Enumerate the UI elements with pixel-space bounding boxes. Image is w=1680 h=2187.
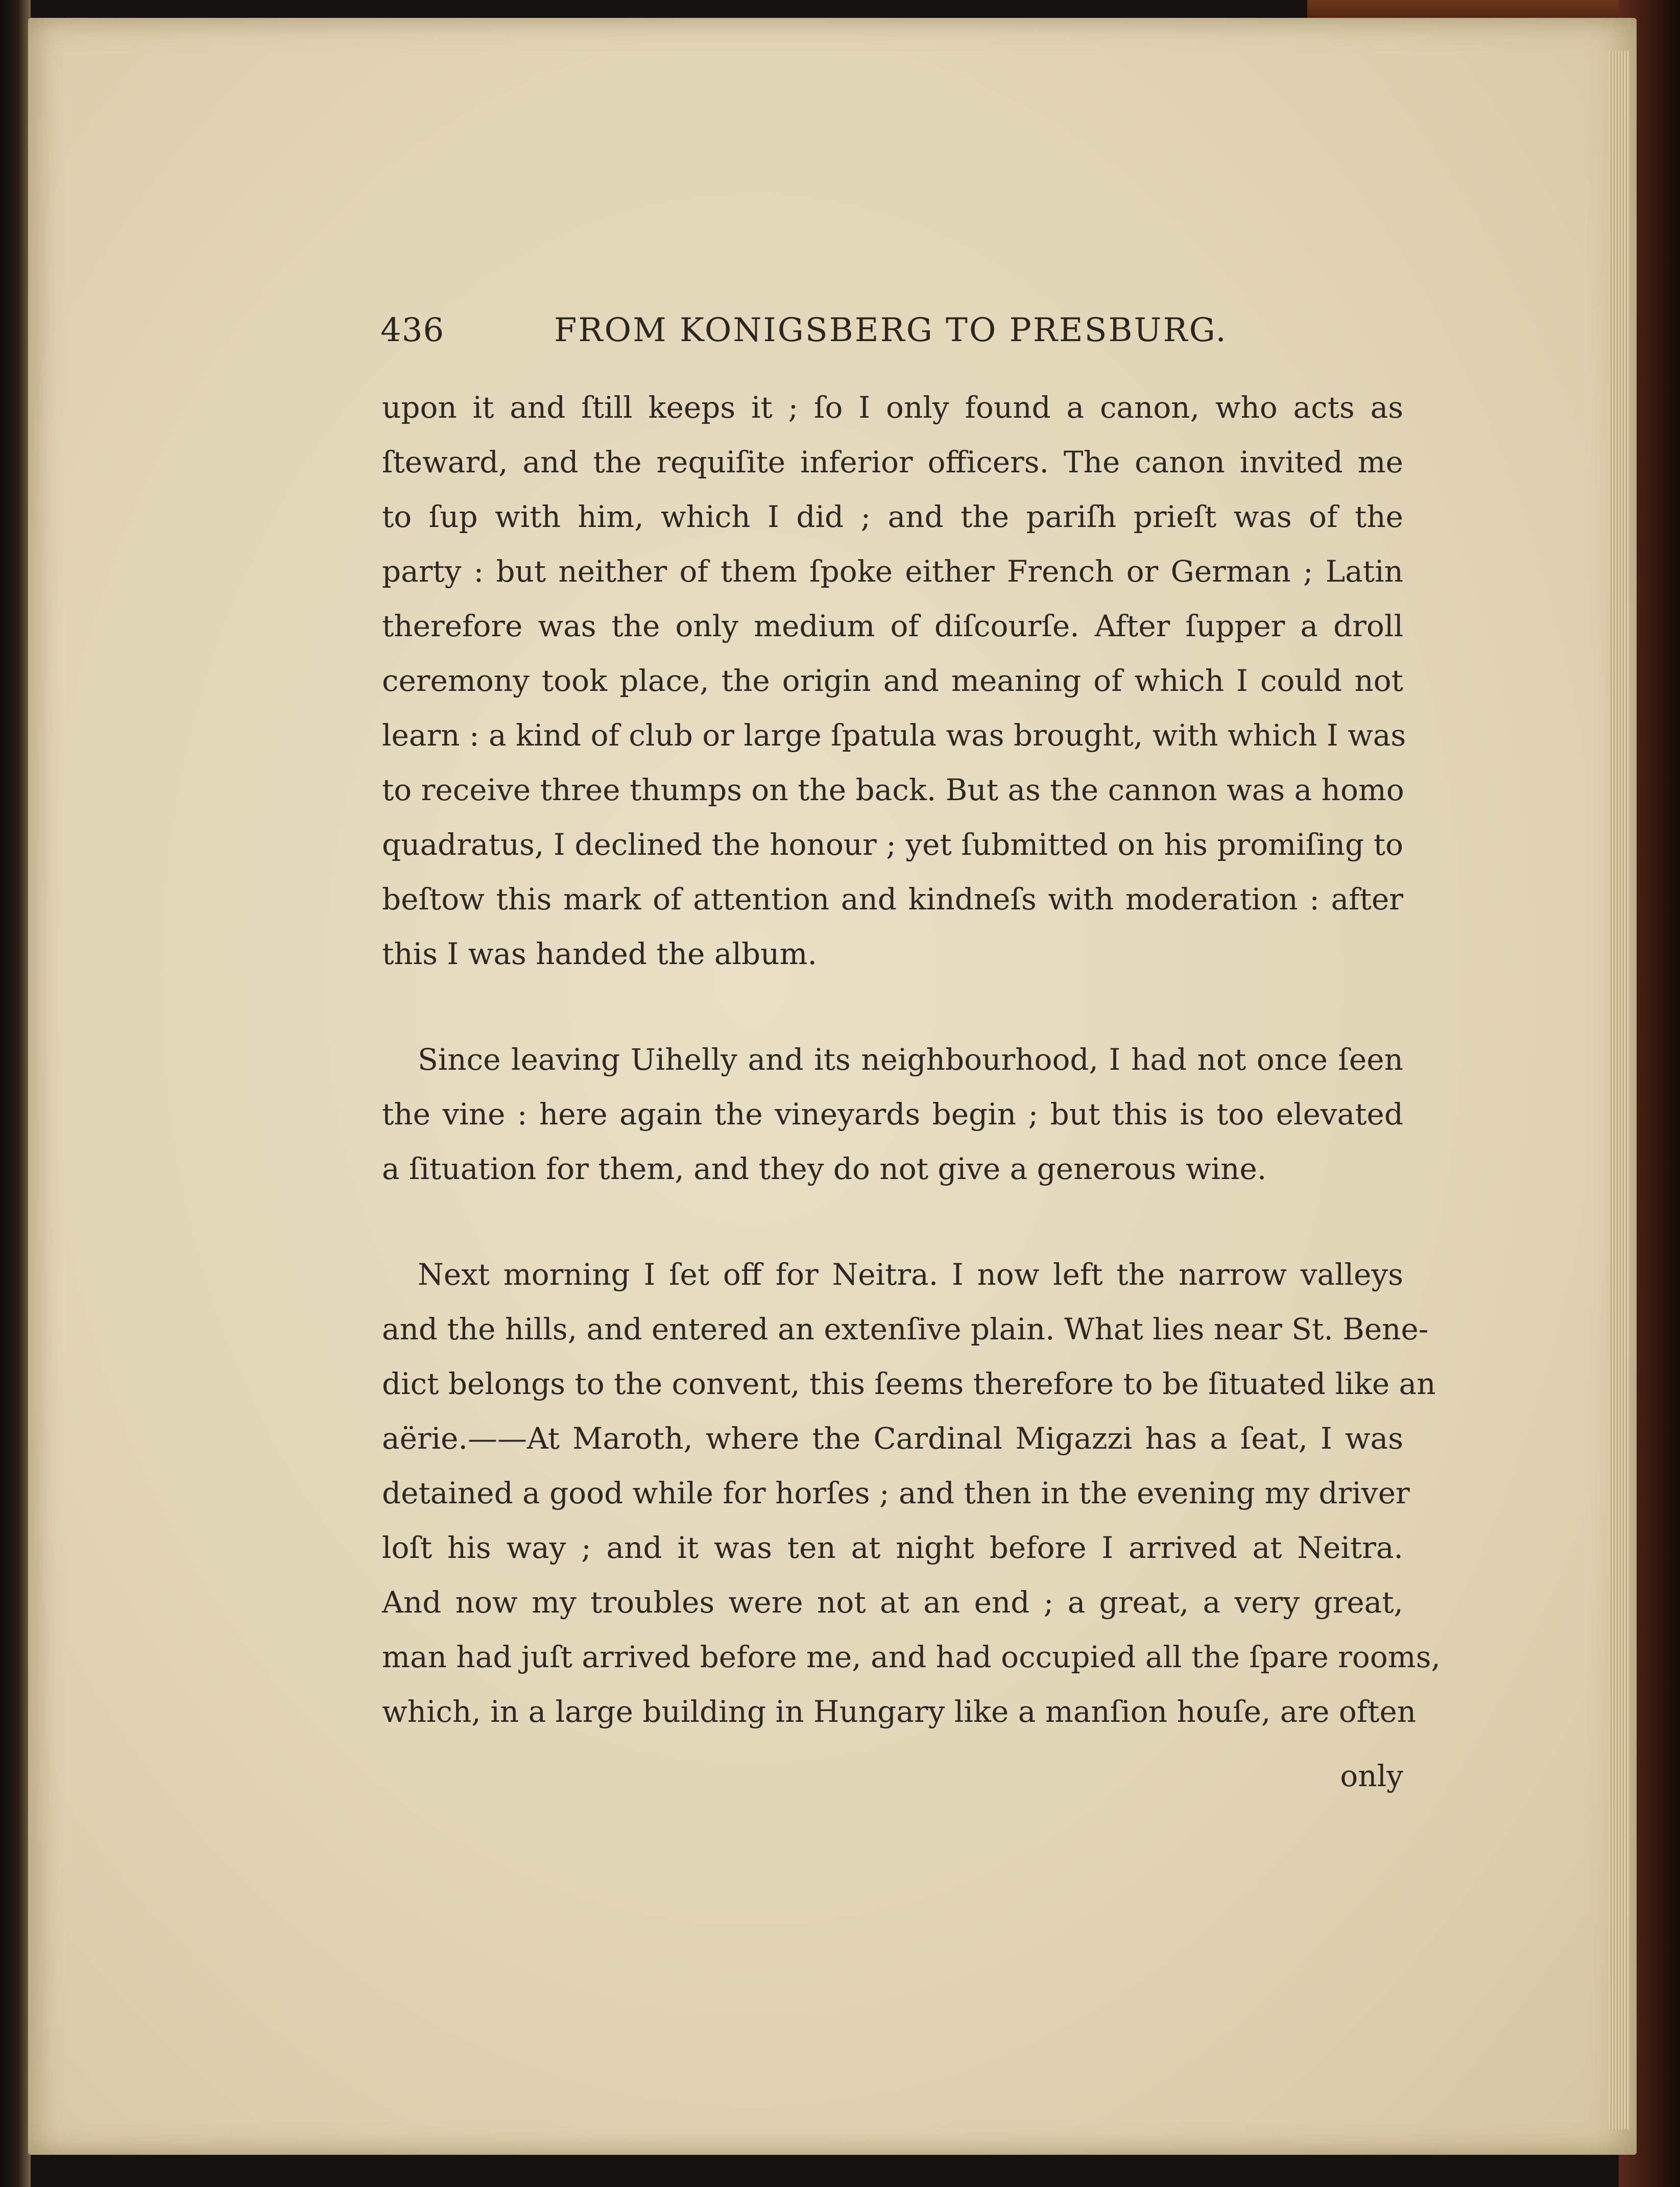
text-line: therefore was the only medium of diſcourſe. After ſupper a droll (382, 609, 1403, 643)
text-line: and the hills, and entered an extenſive plain. What lies near St. Bene- (382, 1312, 1429, 1347)
text-line: quadratus, I declined the honour ; yet ſubmitted on his promiſing to (382, 827, 1403, 862)
text-line: detained a good while for horſes ; and then in the evening my driver (382, 1476, 1410, 1510)
text-line: learn : a kind of club or large ſpatula was brought, with which I was (382, 718, 1406, 753)
text-line: man had juſt arrived before me, and had occupied all the ſpare rooms, (382, 1640, 1441, 1674)
text-line: Since leaving Uihelly and its neighbourhood, I had not once ſeen (418, 1042, 1403, 1077)
text-line: aërie.——At Maroth, where the Cardinal Migazzi has a ſeat, I was (382, 1421, 1403, 1456)
page-number: 436 (380, 311, 445, 349)
text-line: to receive three thumps on the back. But as the cannon was a homo (382, 773, 1404, 807)
paragraph-gap (382, 981, 1403, 1032)
book-spine (0, 0, 31, 2187)
paragraph-gap (382, 1196, 1403, 1247)
text-line: which, in a large building in Hungary like a manſion houſe, are often (382, 1694, 1417, 1729)
text-line: beſtow this mark of attention and kindneſs with moderation : after (382, 882, 1403, 917)
text-line: party : but neither of them ſpoke either French or German ; Latin (382, 554, 1403, 589)
text-line: to ſup with him, which I did ; and the pariſh prieſt was of the (382, 499, 1403, 534)
text-line: a ſituation for them, and they do not give a generous wine. (382, 1151, 1267, 1186)
text-line: upon it and ſtill keeps it ; ſo I only found a canon, who acts as (382, 390, 1403, 425)
paragraph-3 (382, 1247, 1441, 1739)
running-title: FROM KONIGSBERG TO PRESBURG. (554, 311, 1228, 349)
text-line: ſteward, and the requiſite inferior officers. The canon invited me (382, 445, 1403, 479)
paragraph-1 (382, 380, 1406, 981)
body-text (382, 380, 1441, 1739)
page-edges (1609, 51, 1629, 2129)
catchword (382, 1749, 1403, 1804)
text-line: dict belongs to the convent, this ſeems therefore to be ſituated like an (382, 1366, 1436, 1401)
text-line: loſt his way ; and it was ten at night before I arrived at Neitra. (382, 1530, 1403, 1565)
text-line: the vine : here again the vineyards begin ; but this is too elevated (382, 1097, 1403, 1132)
text-line: And now my troubles were not at an end ; a great, a very great, (382, 1585, 1403, 1620)
text-line: this I was handed the album. (382, 936, 817, 971)
paragraph-2 (382, 1032, 1403, 1196)
text-line: ceremony took place, the origin and meaning of which I could not (382, 663, 1403, 698)
catchword-text: only (1340, 1759, 1403, 1793)
text-line: Next morning I ſet off for Neitra. I now left the narrow valleys (418, 1257, 1403, 1292)
running-head (355, 311, 1274, 357)
